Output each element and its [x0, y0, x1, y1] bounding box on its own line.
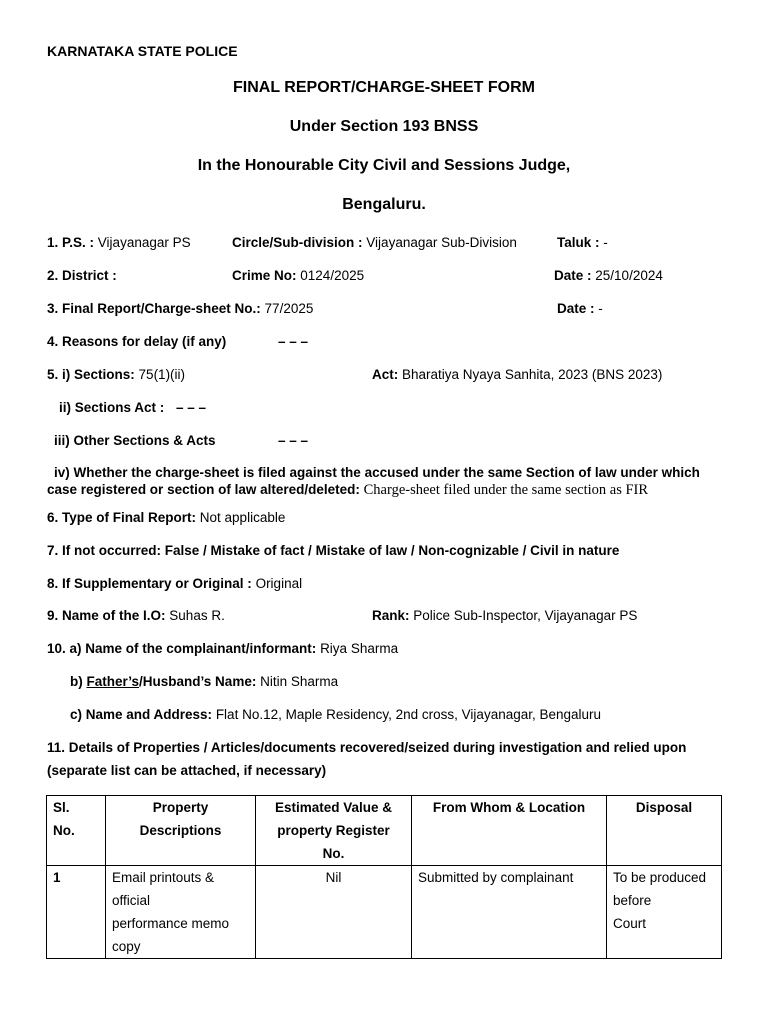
father-name-label: /Husband’s Name: — [139, 674, 257, 689]
delay-label: 4. Reasons for delay (if any) — [47, 334, 227, 349]
ps-value: Vijayanagar PS — [97, 235, 191, 250]
row-desc-line3: performance memo — [112, 916, 230, 931]
sections-act-label: ii) Sections Act : — [59, 400, 165, 415]
delay-value: – – – — [278, 334, 309, 349]
row-desc-line2: official — [112, 893, 151, 908]
field-complainant — [47, 641, 398, 656]
supplementary-label: 8. If Supplementary or Original : — [47, 576, 252, 591]
chargesheet-question-line2: case registered or section of law altered/deleted: — [47, 482, 360, 497]
field-sections — [47, 367, 185, 382]
header-sl-line2: No. — [53, 823, 75, 838]
header-value-line2: property Register — [277, 823, 390, 838]
field-date — [554, 268, 663, 283]
field-rank — [372, 608, 637, 623]
date-value: 25/10/2024 — [595, 268, 663, 283]
father-name-prefix: b) — [70, 674, 83, 689]
row-estimated-value: Nil — [256, 866, 412, 959]
field-report-date — [557, 301, 603, 316]
form-title: FINAL REPORT/CHARGE-SHEET FORM — [233, 79, 535, 96]
field-father-name — [70, 674, 338, 689]
district-label: 2. District : — [47, 268, 117, 283]
table-header-row — [47, 796, 722, 866]
act-value: Bharatiya Nyaya Sanhita, 2023 (BNS 2023) — [402, 367, 663, 382]
table-row — [47, 866, 722, 959]
field-address — [70, 707, 601, 722]
header-property-desc — [106, 796, 256, 866]
report-no-value: 77/2025 — [264, 301, 314, 316]
sections-label: 5. i) Sections: — [47, 367, 135, 382]
report-no-label: 3. Final Report/Charge-sheet No.: — [47, 301, 261, 316]
complainant-value: Riya Sharma — [320, 641, 399, 656]
chargesheet-answer: Charge-sheet filed under the same section as FIR — [363, 482, 649, 498]
header-from-whom — [412, 796, 607, 866]
report-date-label: Date : — [557, 301, 595, 316]
crime-value: 0124/2025 — [300, 268, 365, 283]
circle-value: Vijayanagar Sub-Division — [366, 235, 517, 250]
field-io-name — [47, 608, 225, 623]
row-from-whom: Submitted by complainant — [412, 866, 607, 959]
row-disposal — [607, 866, 722, 959]
header-whom-text: From Whom & Location — [432, 800, 586, 815]
row-property-desc — [106, 866, 256, 959]
org-name: KARNATAKA STATE POLICE — [47, 43, 238, 59]
taluk-label: Taluk : — [557, 235, 600, 250]
not-occurred-label: 7. If not occurred: False / Mistake of fact / Mistake of law / Non-cognizable / Civil in nature — [47, 543, 620, 558]
other-sections-label: iii) Other Sections & Acts — [54, 433, 216, 448]
chargesheet-question-cont — [47, 482, 648, 499]
report-type-value: Not applicable — [199, 510, 286, 525]
report-type-label: 6. Type of Final Report: — [47, 510, 197, 525]
header-sl-no — [47, 796, 106, 866]
field-crime-no — [232, 268, 364, 283]
header-disposal-text: Disposal — [635, 800, 693, 815]
other-sections-value: – – – — [278, 433, 309, 448]
field-ps — [47, 235, 191, 250]
form-section: Under Section 193 BNSS — [289, 118, 479, 135]
field-report-type — [47, 510, 285, 525]
address-label: c) Name and Address: — [70, 707, 213, 722]
court-city: Bengaluru. — [342, 196, 426, 213]
header-value-line3: No. — [322, 846, 345, 861]
father-name-underlined: Father’s — [86, 674, 140, 689]
supplementary-value: Original — [255, 576, 303, 591]
circle-label: Circle/Sub-division : — [232, 235, 363, 250]
sections-value: 75(1)(ii) — [138, 367, 186, 382]
field-circle — [232, 235, 517, 250]
header-desc-line1: Property — [152, 800, 209, 815]
date-label: Date : — [554, 268, 592, 283]
taluk-value: - — [603, 235, 608, 250]
address-value: Flat No.12, Maple Residency, 2nd cross, Vijayanagar, Bengaluru — [215, 707, 602, 722]
header-estimated-value — [256, 796, 412, 866]
rank-label: Rank: — [372, 608, 410, 623]
court-name: In the Honourable City Civil and Sessions Judge, — [197, 157, 571, 174]
properties-heading-note: (separate list can be attached, if necessary) — [47, 763, 327, 778]
row-disposal-line1: To be produced before — [613, 870, 707, 908]
act-label: Act: — [372, 367, 399, 382]
io-name-label: 9. Name of the I.O: — [47, 608, 166, 623]
header-value-line1: Estimated Value & — [274, 800, 393, 815]
row-desc-line4: copy — [112, 939, 141, 954]
row-disposal-line2: Court — [613, 916, 647, 931]
io-name-value: Suhas R. — [169, 608, 225, 623]
header-sl-line1: Sl. — [53, 800, 70, 815]
sections-act-value: – – – — [176, 400, 207, 415]
rank-value: Police Sub-Inspector, Vijayanagar PS — [413, 608, 638, 623]
row-desc-line1: Email printouts & — [112, 870, 215, 885]
field-supplementary — [47, 576, 302, 591]
crime-label: Crime No: — [232, 268, 297, 283]
row-sl-no: 1 — [47, 866, 106, 959]
field-taluk — [557, 235, 608, 250]
header-desc-line2: Descriptions — [139, 823, 222, 838]
father-name-value: Nitin Sharma — [260, 674, 339, 689]
report-date-value: - — [598, 301, 603, 316]
field-act — [372, 367, 662, 382]
header-disposal — [607, 796, 722, 866]
properties-heading: 11. Details of Properties / Articles/documents recovered/seized during investigation and relied upon — [47, 740, 687, 755]
properties-table — [46, 795, 722, 959]
field-report-no — [47, 301, 313, 316]
chargesheet-question: iv) Whether the charge-sheet is filed against the accused under the same Section of law under which — [54, 465, 700, 480]
ps-label: 1. P.S. : — [47, 235, 95, 250]
complainant-label: 10. a) Name of the complainant/informant: — [47, 641, 317, 656]
